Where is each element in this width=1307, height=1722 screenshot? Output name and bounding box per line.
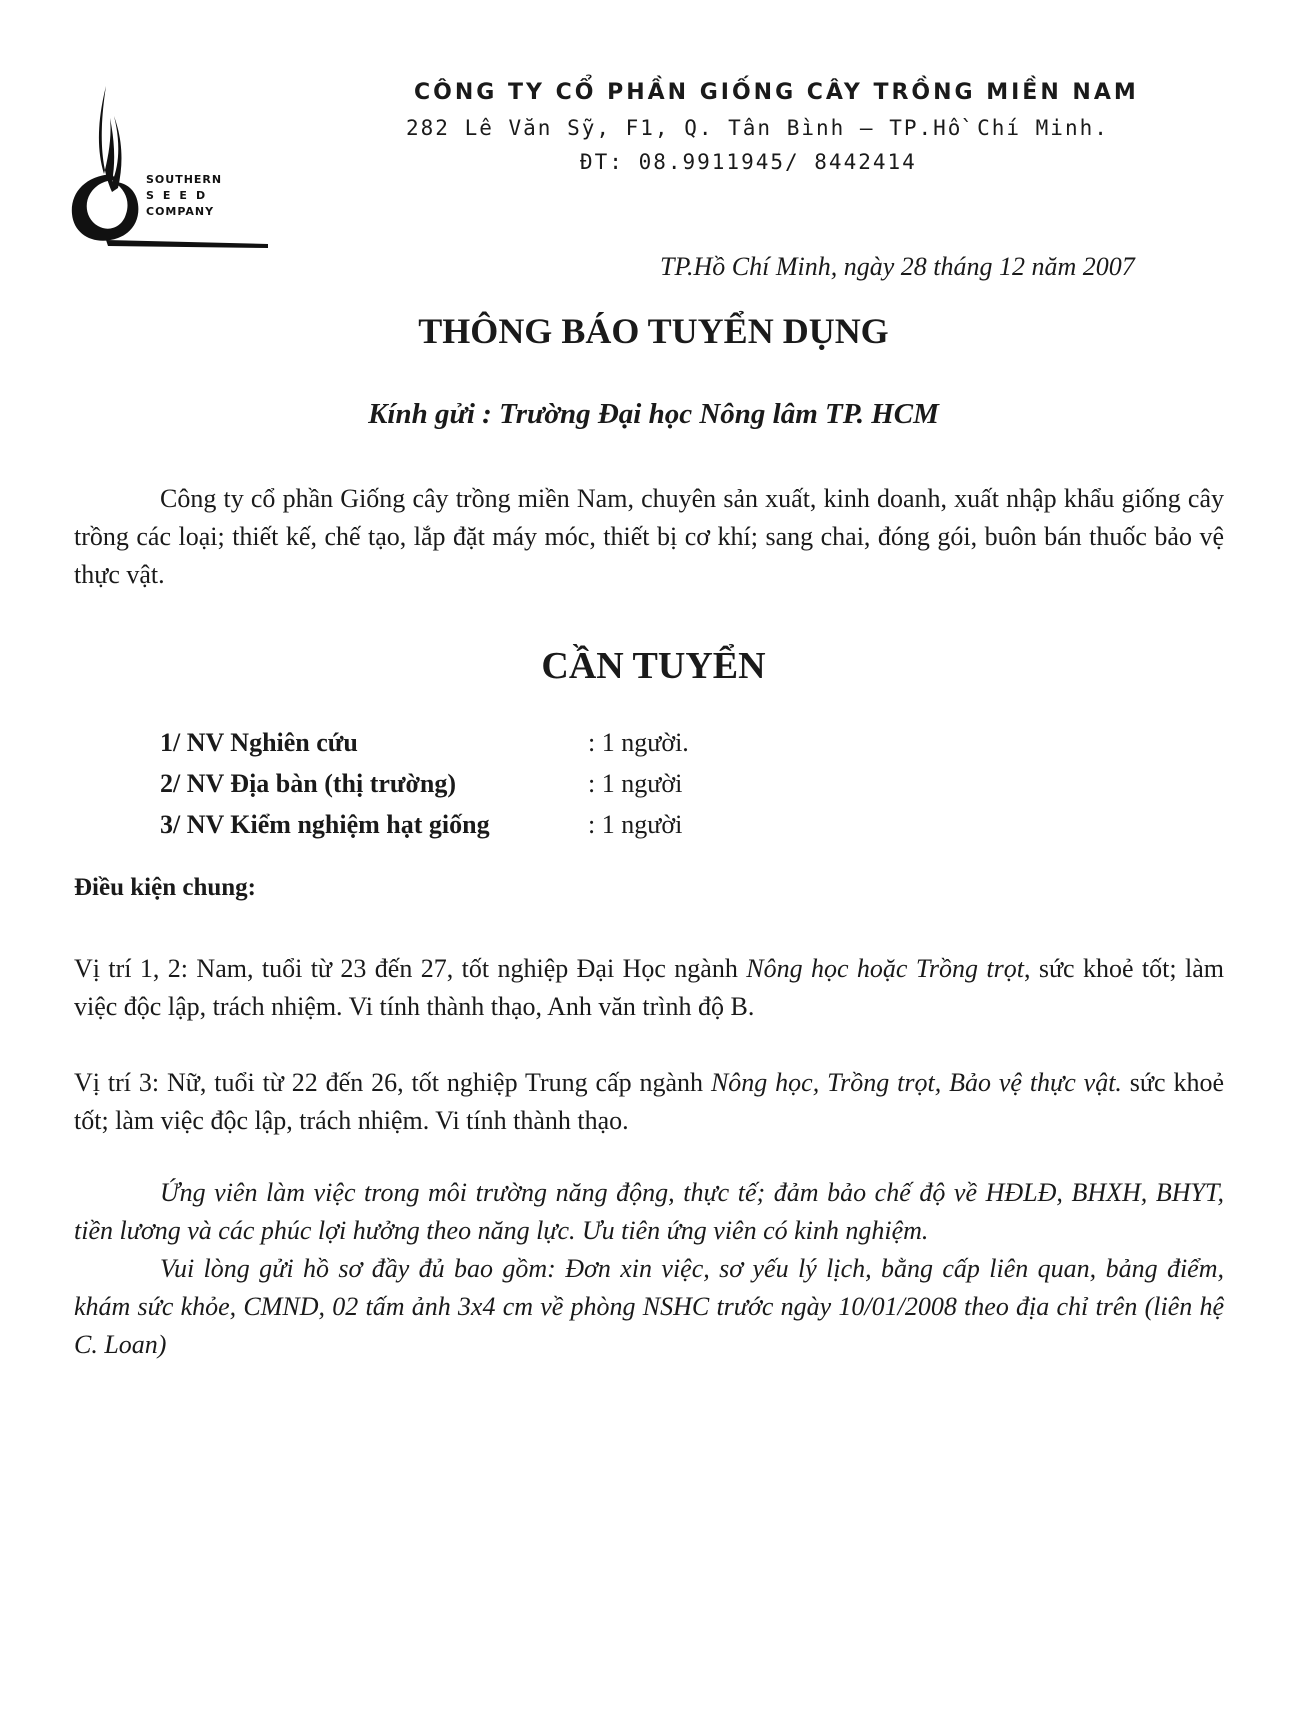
position-count: : 1 người.	[588, 728, 689, 757]
position-count: : 1 người	[588, 810, 683, 839]
position-name: 1/ NV Nghiên cứu	[160, 728, 358, 757]
conditions-text: sức khoẻ tốt; làm việc độc lập, trách nhiệm. Vi tính thành thạo.	[74, 1068, 1224, 1135]
company-address: 282 Lê Văn Sỹ, F1, Q. Tân Bình – TP.Hồ Chí Minh.	[406, 116, 1109, 140]
seed-flame-icon	[68, 78, 268, 253]
conditions-title: Điều kiện chung:	[74, 874, 256, 901]
logo-line-seed: SEED	[146, 189, 215, 202]
position-name: 3/ NV Kiểm nghiệm hạt giống	[160, 810, 490, 839]
conditions-text: Vị trí 3: Nữ, tuổi từ 22 đến 26, tốt nghiệp Trung cấp ngành	[74, 1068, 711, 1097]
section-title: CẦN TUYỂN	[541, 645, 766, 687]
recipient-line: Kính gửi : Trường Đại học Nông lâm TP. HCM	[368, 398, 939, 430]
conditions-position-3	[74, 1064, 1224, 1140]
conditions-text: Vị trí 1, 2: Nam, tuổi từ 23 đến 27, tốt nghiệp Đại Học ngành	[74, 954, 747, 983]
document-title: THÔNG BÁO TUYỂN DỤNG	[418, 311, 889, 351]
company-logo	[68, 78, 268, 253]
date-line: TP.Hồ Chí Minh, ngày 28 tháng 12 năm 2007	[660, 252, 1135, 281]
conditions-major: Nông học hoặc Trồng trọt	[746, 954, 1024, 983]
logo-line-southern: SOUTHERN	[146, 173, 223, 186]
conditions-major: Nông học, Trồng trọt, Bảo vệ thực vật.	[710, 1068, 1122, 1097]
position-name: 2/ NV Địa bàn (thị trường)	[160, 769, 457, 798]
conditions-position-1-2	[74, 950, 1224, 1026]
application-instructions: Vui lòng gửi hồ sơ đầy đủ bao gồm: Đơn xin việc, sơ yếu lý lịch, bằng cấp liên quan, bảng điểm, khám sức khỏe, CMND, 02 tấm ảnh 3x4 cm về phòng NSHC trước ngày 10/01/2008 theo địa chỉ trên (liên hệ C. Loan)	[74, 1254, 1224, 1359]
company-phone: ĐT: 08.9911945/ 8442414	[580, 150, 917, 174]
position-count: : 1 người	[588, 769, 683, 798]
company-name: CÔNG TY CỔ PHẦN GIỐNG CÂY TRỒNG MIỀN NAM	[414, 80, 1139, 105]
logo-wordmark	[146, 172, 222, 220]
conditions-text: , sức khoẻ tốt; làm việc độc lập, trách nhiệm. Vi tính thành thạo, Anh văn trình độ B.	[74, 954, 1224, 1021]
benefits-paragraph: Ứng viên làm việc trong môi trường năng động, thực tế; đảm bảo chế độ về HĐLĐ, BHXH, BHYT, tiền lương và các phúc lợi hưởng theo năng lực. Ưu tiên ứng viên có kinh nghiệm.	[74, 1178, 1224, 1245]
logo-line-company: COMPANY	[146, 205, 215, 218]
intro-paragraph: Công ty cổ phần Giống cây trồng miền Nam, chuyên sản xuất, kinh doanh, xuất nhập khẩu giống cây trồng các loại; thiết kế, chế tạo, lắp đặt máy móc, thiết bị cơ khí; sang chai, đóng gói, buôn bán thuốc bảo vệ thực vật.	[74, 484, 1224, 589]
